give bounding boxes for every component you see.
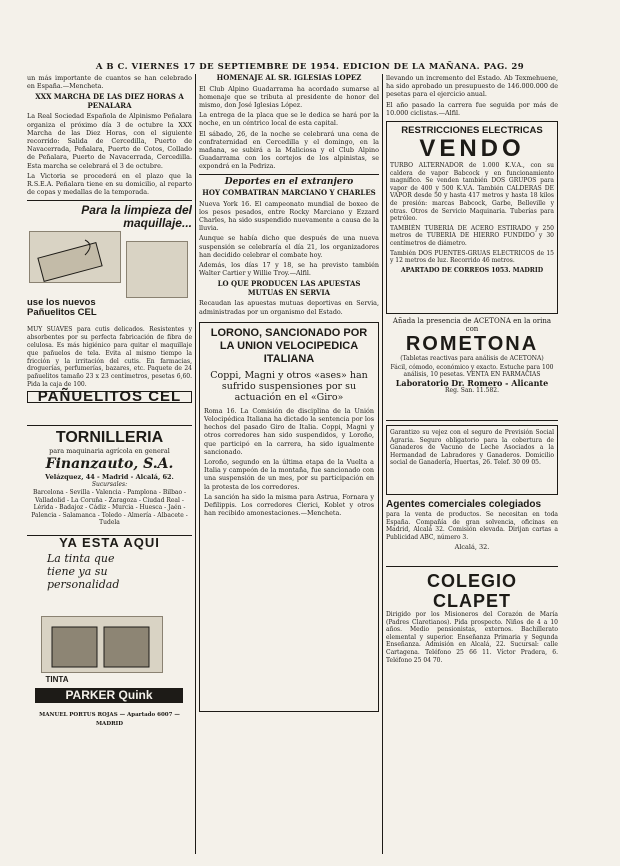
article-homenaje-p3: El sábado, 26, de la noche se celebrará una cena de confraternidad en Cercedilla y el domingo, en la mañana, se subirá a la Maliciosa y el Club Alpino Guadarrama con los cortejos de los alpinistas, se expondrá en la Pedriza.	[199, 129, 379, 171]
ad-rometona-head: Añada la presencia de ACETONA en la orina con	[392, 317, 552, 334]
ad-rometona-lab: Laboratorio Dr. Romero - Alicante	[395, 377, 549, 388]
ad-agentes-head: Agentes comerciales colegiados	[386, 499, 542, 511]
box-lorono-sub: Coppi, Magni y otros «ases» han sufrido suspensiones por su actuación en el «Giro»	[210, 369, 368, 403]
ad-tornilleria	[27, 425, 192, 529]
ad-vendo-address: APARTADO DE CORREOS 1053. MADRID	[400, 266, 544, 274]
ad-rometona-brand: ROMETONA	[405, 333, 539, 356]
box-lorono-p1: Roma 16. La Comisión de disciplina de la Unión Velocipédica Italiana ha dictado la sentencia por los hechos del pasado Giro de Italia. Coppi, Magni y otros corredores han sido suspendidos, y Loroño, que participó en la carrera, ha sido igualmente sancionado.	[204, 406, 374, 456]
column-rule-2	[382, 74, 383, 854]
article-apuestas-p1: Recaudan las apuestas mutuas deportivas en Servia, administradas por un organismo del Estado.	[199, 299, 379, 316]
ad-vendo-big: VENDO	[419, 135, 525, 163]
ad-parker-head: YA ESTA AQUI	[59, 535, 160, 551]
ad-cel-illustration	[29, 231, 121, 283]
ad-tornilleria-title: TORNILLERIA	[55, 429, 164, 447]
ad-parker	[27, 535, 192, 729]
ad-clapet	[386, 571, 558, 681]
article-homenaje-p1: El Club Alpino Guadarrama ha acordado sumarse al homenaje que se tributa al presidente de honor del mismo, don José Iglesias López.	[199, 84, 379, 109]
ad-clapet-head: COLEGIO CLAPET	[426, 571, 517, 612]
column-rule-1	[195, 74, 196, 854]
ad-rometona-sub: (Tabletas reactivas para análisis de ACETONA)	[400, 355, 544, 363]
ad-parker-slogan: La tinta que tiene ya su personalidad	[47, 551, 120, 591]
heading-extranjero: Deportes en el extranjero	[224, 176, 354, 187]
heading-marciano: HOY COMBATIRAN MARCIANO Y CHARLES	[202, 188, 376, 198]
ink-bottle-icon	[42, 617, 162, 672]
ad-agentes-address: Alcalá, 32.	[454, 543, 490, 552]
ad-clapet-text: Dirigido por los Misioneros del Corazón de María (Padres Claretianos). Pida prospecto. Niños de 4 a 10 años. Medio pensionistas, externos. Bachillerato elemental y superior. Enseñanza Primaria y Segunda Enseñanza. Admisión en Alcalá, 22. Sucursal: calle Cartagena. Teléfono 25 66 11. Víctor Pradera, 6. Teléfono 25 04 70.	[386, 611, 558, 664]
ad-rometona-text: Fácil, cómodo, económico y exacto. Estuche para 100 análisis, 10 pesetas. VENTA EN FARMACIAS	[390, 363, 554, 379]
ad-tornilleria-branches-head: Sucursales:	[91, 480, 128, 488]
running-head: A B C. VIERNES 17 DE SEPTIEMBRE DE 1954. EDICION DE LA MAÑANA. PAG. 29	[95, 62, 525, 72]
ad-tornilleria-branches: Barcelona - Sevilla - Valencia - Pamplona - Bilbao - Valladolid - La Coruña - Zaragoza - Ciudad Real - Lérida - Badajoz - Cádiz - Murcia - Huesca - Jaén - Palencia - Salamanca - Toledo - Almería - Albacete - Tudela	[31, 489, 188, 527]
ad-rometona	[386, 317, 558, 421]
article-marcha-p2: La Victoria se procederá en el plazo que la R.S.E.A. Peñalara tiene en su domicilio, al reparto de copas y medallas de la temporada.	[27, 171, 192, 197]
ad-seguro-text: Garantizo su vejez con el seguro de Previsión Social Agraria. Seguro obligatorio para la cobertura de Ganaderos de Vacuno de Leche Asociados a la Hermandad de Labradores y Ganaderos. Domicilio social de Ganadería, Huertas, 26. Telef. 30 09 05.	[390, 429, 554, 467]
box-lorono	[199, 322, 379, 712]
heading-marcha: XXX MARCHA DE LAS DIEZ HORAS A PENALARA	[35, 92, 184, 110]
ad-vendo-head: RESTRICCIONES ELECTRICAS	[401, 125, 543, 137]
heading-homenaje: HOMENAJE AL SR. IGLESIAS LOPEZ	[216, 74, 362, 82]
box-lorono-p3: La sanción ha sido la misma para Astrua, Fornara y Defilippis. Los corredores Clerici, Koblet y otros han recibido amonestaciones.—Mencheta.	[204, 492, 374, 518]
ad-cel-subhead: use los nuevos Pañuelitos CEL	[27, 297, 97, 319]
article-homenaje-p2: La entrega de la placa que se le dedica se hará por la noche, en un céntrico local de esta capital.	[199, 111, 379, 128]
ad-vendo-text3: También DOS PUENTES-GRUAS ELECTRICOS de 15 y 12 metros de luz. Recorrido 46 metros.	[390, 249, 554, 265]
intro-text: un más importante de cuantos se han celebrado en España.—Mencheta.	[27, 74, 192, 91]
article-boxeo-p1: Nueva York 16. El campeonato mundial de boxeo de los pesos pesados, entre Rocky Marciano y Ezzard Charles, ha sido suspendido nuevamente a causa de la lluvia.	[199, 199, 379, 233]
ad-cel-headline: Para la limpieza del maquillaje...	[81, 203, 192, 231]
ad-vendo-text2: TAMBIÉN TUBERIA DE ACERO ESTIRADO y 250 metros de TUBERIA DE HIERRO FUNDIDO y 30 centímetros de diámetro.	[390, 224, 554, 247]
ad-parker-bottles	[41, 616, 163, 673]
ad-vendo-text: TURBO ALTERNADOR de 1.000 K.V.A., con su caldera de vapor Babcock y en funcionamiento magnífico. Se venden también DOS GRUPOS para vapor de 400 y 500 K.V.A. También CALDERAS DE VAPOR desde 50 y hasta 417 metros y hasta 18 kilos de presión: marcas Babcock, Garbe, Belleville y otras. Otros de Servicio Maquinaria. Tuberías para petróleo.	[390, 162, 554, 223]
ad-cel	[27, 200, 192, 419]
tissue-box-icon	[30, 232, 120, 282]
ad-vendo	[386, 121, 558, 314]
ad-cel-brand: PAÑUELITOS CEL	[27, 391, 192, 403]
box-lorono-head: LORONO, SANCIONADO POR LA UNION VELOCIPEDICA ITALIANA	[210, 326, 368, 365]
ad-agentes	[386, 499, 558, 567]
ad-seguro	[386, 425, 558, 495]
ad-parker-foot: MANUEL PORTUS ROJAS — Apartado 6007 — MADRID	[39, 712, 180, 727]
heading-apuestas: LO QUE PRODUCEN LAS APUESTAS MUTUAS EN SERVIA	[217, 279, 361, 297]
column-2	[199, 74, 379, 864]
article-boxeo-p3: Además, los días 17 y 18, se ha previsto también Walter Cartier y Willie Troy.—Alfil.	[199, 260, 379, 278]
article-col3-p1: llevando un incremento del Estado. Ab Texmehuene, ha sido aprobado un presupuesto de 146.000.000 de pesetas para el ejercicio anual.	[386, 74, 558, 99]
ad-cel-text: MUY SUAVES para cutis delicados. Resistentes y absorbentes por su perfecta fabricación de fibra de celulosa. Es más higiénico para quitar el maquillaje que pañuelos de tela. Evita al mismo tiempo la fricción y la irritación del cutis. En farmacias, droguerías, perfumerías, bazares, etc. Paquete de 24 pañuelitos tamaño 23 x 23 centímetros, pesetas 6,60. Pida la caja de 100.	[27, 326, 192, 389]
box-lorono-p2: Loroño, segundo en la última etapa de la Vuelta a Italia y campeón de la montaña, fue sancionado con una suspensión de un mes, por su participación en la protesta de los corredores.	[204, 457, 374, 491]
column-1	[27, 74, 192, 864]
article-marcha-p1: La Real Sociedad Española de Alpinismo Peñalara organiza el próximo día 3 de octubre la XXX Marcha de las Diez Horas, con el siguiente recorrido: Salida de Cercedilla, Puerto de Navacerrada, Peñalara, Puerto de Cotos, Collado de Peñalara, Puerto de Navacerrada, Cercedilla. Esta marcha se celebrará el 3 de octubre.	[27, 112, 192, 170]
ad-tornilleria-brand: Finanzauto, S.A.	[45, 455, 174, 472]
ad-parker-tinta: TINTA	[45, 675, 69, 685]
ad-tornilleria-sub: para maquinaria agrícola en general	[49, 447, 170, 456]
ad-cel-woman	[126, 241, 188, 298]
ad-rometona-reg: Reg. San. 11.582.	[445, 387, 499, 395]
ad-parker-brand: PARKER Quink	[35, 688, 183, 703]
column-3	[386, 74, 558, 864]
divider	[199, 174, 379, 175]
article-boxeo-p2: Aunque se había dicho que después de una nueva suspensión se celebraría el día 21, los organizadores han decidido celebrar el combate hoy.	[199, 234, 379, 259]
ad-agentes-text: para la venta de productos. Se necesitan en toda España. Compañía de gran solvencia, oficinas en Madrid, Alcalá 32. Comisión elevada. Dirijan cartas a Publicidad ABC, número 3.	[386, 511, 558, 541]
article-col3-p2: El año pasado la carrera fue seguida por más de 10.000 ciclistas.—Alfil.	[386, 100, 558, 117]
ad-tornilleria-address: Velázquez, 44 - Madrid - Alcalá, 62.	[45, 472, 174, 481]
